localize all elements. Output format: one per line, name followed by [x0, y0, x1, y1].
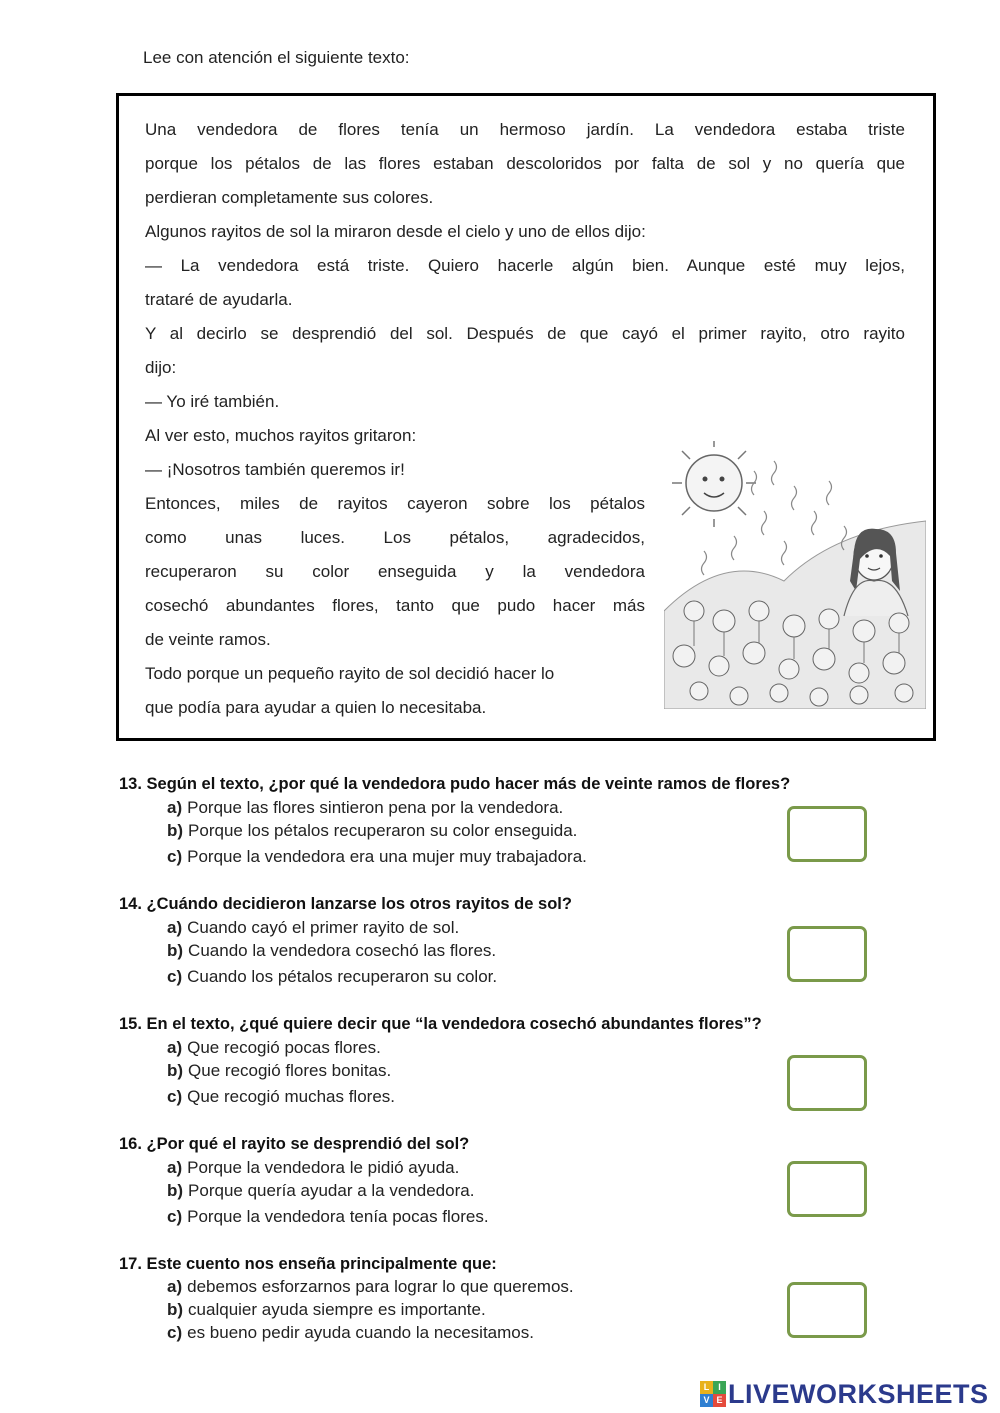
option-17b: b) cualquier ayuda siempre es importante. [167, 1300, 486, 1319]
liveworksheets-logo[interactable] [700, 1378, 989, 1410]
story-line: Al ver esto, muchos rayitos gritaron: [145, 426, 417, 445]
answer-box-16[interactable] [787, 1161, 867, 1217]
answer-box-14[interactable] [787, 926, 867, 982]
answer-box-15[interactable] [787, 1055, 867, 1111]
option-15b: b) Que recogió flores bonitas. [167, 1061, 392, 1080]
story-box [116, 93, 936, 741]
story-line: Una vendedora de flores tenía un hermoso jardín. La vendedora estaba triste [145, 120, 905, 139]
story-line: Entonces, miles de rayitos cayeron sobre los pétalos [145, 494, 645, 513]
story-line: trataré de ayudarla. [145, 290, 293, 309]
question-15: 15. En el texto, ¿qué quiere decir que “la vendedora cosechó abundantes flores”? [119, 1015, 762, 1033]
story-line: cosechó abundantes flores, tanto que pudo hacer más [145, 596, 645, 615]
story-line: dijo: [145, 358, 177, 377]
story-line: perdieran completamente sus colores. [145, 188, 434, 207]
option-14a: a) Cuando cayó el primer rayito de sol. [167, 918, 460, 937]
option-16a: a) Porque la vendedora le pidió ayuda. [167, 1158, 460, 1177]
option-17a: a) debemos esforzarnos para lograr lo que queremos. [167, 1277, 574, 1296]
question-17: 17. Este cuento nos enseña principalmente que: [119, 1255, 497, 1273]
answer-box-13[interactable] [787, 806, 867, 862]
instructions-text: Lee con atención el siguiente texto: [143, 48, 410, 67]
story-line: porque los pétalos de las flores estaban descoloridos por falta de sol y no quería que [145, 154, 905, 173]
sun-icon [672, 441, 756, 527]
answer-box-17[interactable] [787, 1282, 867, 1338]
option-16c: c) Porque la vendedora tenía pocas flores. [167, 1207, 489, 1226]
story-line: Algunos rayitos de sol la miraron desde el cielo y uno de ellos dijo: [145, 222, 646, 241]
logo-mark-icon: L I V E [700, 1381, 726, 1407]
story-line: — ¡Nosotros también queremos ir! [145, 460, 405, 479]
option-15a: a) Que recogió pocas flores. [167, 1038, 381, 1057]
question-16: 16. ¿Por qué el rayito se desprendió del sol? [119, 1135, 470, 1153]
question-14: 14. ¿Cuándo decidieron lanzarse los otros rayitos de sol? [119, 895, 572, 913]
story-line: recuperaron su color enseguida y la vendedora [145, 562, 645, 581]
option-14b: b) Cuando la vendedora cosechó las flores. [167, 941, 497, 960]
option-13b: b) Porque los pétalos recuperaron su color enseguida. [167, 821, 578, 840]
sun-girl-flowers-illustration [664, 441, 926, 709]
option-17c: c) es bueno pedir ayuda cuando la necesitamos. [167, 1323, 534, 1342]
option-14c: c) Cuando los pétalos recuperaron su color. [167, 967, 498, 986]
option-13a: a) Porque las flores sintieron pena por la vendedora. [167, 798, 564, 817]
story-line: Todo porque un pequeño rayito de sol decidió hacer lo [145, 664, 555, 683]
option-16b: b) Porque quería ayudar a la vendedora. [167, 1181, 475, 1200]
logo-text: LIVEWORKSHEETS [728, 1378, 989, 1409]
option-15c: c) Que recogió muchas flores. [167, 1087, 396, 1106]
question-13: 13. Según el texto, ¿por qué la vendedora pudo hacer más de veinte ramos de flores? [119, 775, 791, 793]
story-line: de veinte ramos. [145, 630, 271, 649]
option-13c: c) Porque la vendedora era una mujer muy trabajadora. [167, 847, 587, 866]
story-line: — Yo iré también. [145, 392, 280, 411]
story-line: — La vendedora está triste. Quiero hacerle algún bien. Aunque esté muy lejos, [145, 256, 905, 275]
story-line: como unas luces. Los pétalos, agradecidos, [145, 528, 645, 547]
story-line: que podía para ayudar a quien lo necesitaba. [145, 698, 487, 717]
story-line: Y al decirlo se desprendió del sol. Después de que cayó el primer rayito, otro rayito [145, 324, 905, 343]
